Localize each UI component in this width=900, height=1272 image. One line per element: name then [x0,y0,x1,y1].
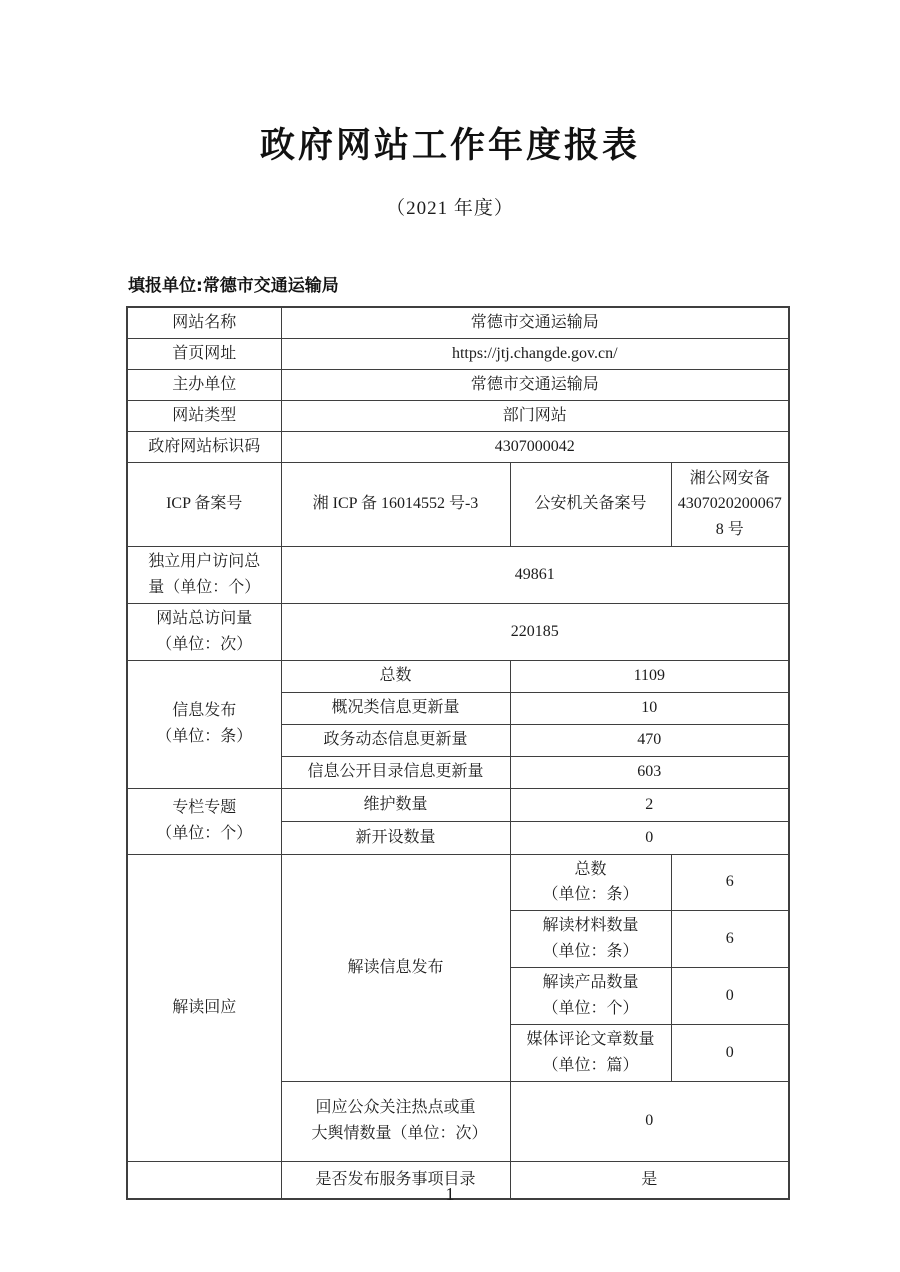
row-label: 维护数量 [281,788,510,821]
row-label: 主办单位 [127,369,281,400]
row-value: 0 [510,1081,789,1161]
sub-label: 解读产品数量 [542,974,639,992]
table-row-site-name [127,307,789,338]
row-label [510,911,671,968]
table-row-homepage-url [127,338,789,369]
row-value: 6 [671,854,789,911]
icp-label: ICP 备案号 [127,462,281,546]
group-unit: （单位：条） [156,728,253,746]
table-row-columns-maintained [127,788,789,821]
row-label: 新开设数量 [281,821,510,854]
group-name: 专栏专题 [172,799,237,817]
page-number: 1 [445,1184,455,1204]
special-columns-group-label [127,788,281,854]
row-value: 0 [671,968,789,1025]
row-label: 总数 [281,660,510,692]
police-filing-value: 湘公网安备 43070202000678 号 [671,462,789,546]
interpret-publish-label: 解读信息发布 [281,854,510,1081]
table-row-interpret-total [127,854,789,911]
annual-report-table [126,306,790,1200]
interpretation-group-label: 解读回应 [127,854,281,1161]
group-unit: （单位：个） [156,825,253,843]
row-label: 信息公开目录信息更新量 [281,756,510,788]
table-row-unique-visitors [127,546,789,603]
row-value: 常德市交通运输局 [281,369,789,400]
row-label: 网站总访问量（单位：次） [127,603,281,660]
table-row-host-unit [127,369,789,400]
row-value: 部门网站 [281,400,789,431]
row-value: 220185 [281,603,789,660]
group-name: 信息发布 [172,702,237,720]
row-value: 49861 [281,546,789,603]
row-label [510,854,671,911]
row-value: 常德市交通运输局 [281,307,789,338]
row-label [510,968,671,1025]
row-value: 470 [510,724,789,756]
sub-unit: （单位：条） [542,886,639,904]
row-value: 6 [671,911,789,968]
table-row-total-visits [127,603,789,660]
sub-unit: （单位：篇） [542,1056,639,1074]
reporting-unit: 填报单位:常德市交通运输局 [128,276,339,296]
sub-unit: （单位：个） [542,1000,639,1018]
sub-label: 总数 [574,860,607,878]
page-title: 政府网站工作年度报表 [259,126,640,166]
row-label: 网站类型 [127,400,281,431]
row-label: 政府网站标识码 [127,431,281,462]
row-label [510,1024,671,1081]
row-label: 独立用户访问总量（单位：个） [127,546,281,603]
row-value: 1109 [510,660,789,692]
row-value: 10 [510,692,789,724]
row-value: 0 [671,1024,789,1081]
sub-label: 媒体评论文章数量 [526,1030,655,1048]
police-filing-label: 公安机关备案号 [510,462,671,546]
table-row-icp [127,462,789,546]
row-label: 是否发布服务事项目录 [281,1161,510,1199]
table-row-info-total [127,660,789,692]
sub-unit: （单位：条） [542,943,639,961]
row-value: 603 [510,756,789,788]
row-label: 网站名称 [127,307,281,338]
sub-label: 解读材料数量 [542,917,639,935]
row-label: 首页网址 [127,338,281,369]
row-value: 4307000042 [281,431,789,462]
row-label: 概况类信息更新量 [281,692,510,724]
row-value: 是 [510,1161,789,1199]
table-row-site-type [127,400,789,431]
icp-value: 湘 ICP 备 16014552 号-3 [281,462,510,546]
row-label: 回应公众关注热点或重大舆情数量（单位：次） [281,1081,510,1161]
row-value: 2 [510,788,789,821]
row-value: https://jtj.changde.gov.cn/ [281,338,789,369]
table-row-site-id [127,431,789,462]
info-publish-group-label [127,660,281,788]
row-label: 政务动态信息更新量 [281,724,510,756]
row-value: 0 [510,821,789,854]
year-subtitle: （2021 年度） [386,198,514,219]
